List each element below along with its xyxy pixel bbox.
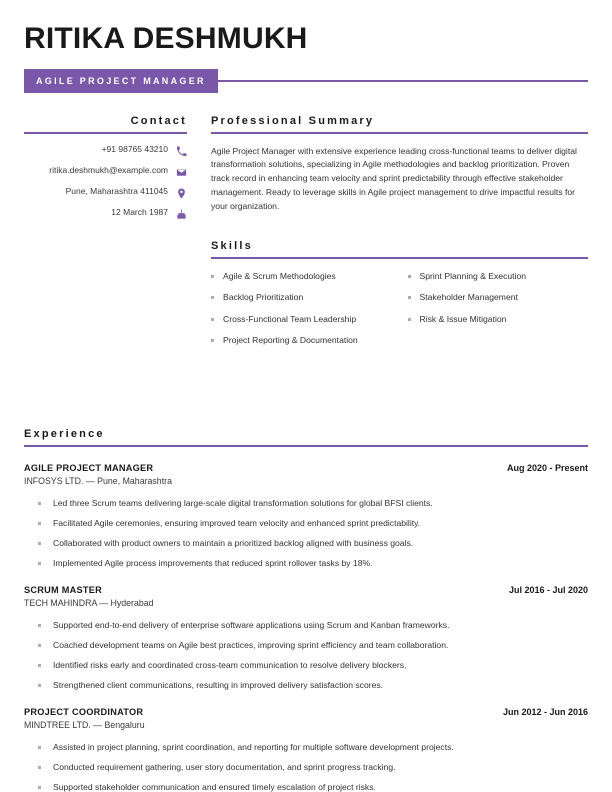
body-columns	[24, 115, 588, 355]
job-bullet-list	[24, 741, 588, 792]
job-header	[24, 463, 588, 473]
bullet-square-icon	[211, 296, 214, 299]
job-dates: Aug 2020 - Present	[506, 462, 588, 473]
skill-item	[211, 334, 392, 346]
bullet-square-icon	[38, 562, 41, 565]
skill-item	[408, 313, 589, 325]
contact-item-phone[interactable]	[24, 144, 187, 155]
job-bullet-text: Supported end-to-end delivery of enterprise software applications using Scrum and Kanban frameworks.	[53, 619, 450, 630]
summary-heading-rule	[211, 132, 588, 134]
bullet-square-icon	[38, 624, 41, 627]
bullet-square-icon	[38, 502, 41, 505]
job-title-row	[24, 69, 588, 93]
job-bullet	[24, 537, 588, 549]
experience-job	[24, 585, 588, 691]
experience-heading-rule	[24, 445, 588, 447]
job-bullet	[24, 761, 588, 773]
skill-label: Stakeholder Management	[419, 292, 518, 303]
bullet-square-icon	[211, 275, 214, 278]
contact-heading-rule	[24, 132, 187, 134]
summary-heading: Professional Summary	[211, 115, 375, 127]
job-bullet-text: Facilitated Agile ceremonies, ensuring improved team velocity and enhanced sprint predictability.	[53, 517, 421, 528]
skills-column-left	[211, 270, 392, 356]
contact-list	[24, 144, 187, 218]
skill-label: Project Reporting & Documentation	[223, 334, 358, 345]
birthday-cake-icon	[176, 207, 187, 218]
bullet-square-icon	[38, 766, 41, 769]
bullet-square-icon	[38, 786, 41, 789]
bullet-square-icon	[408, 275, 411, 278]
bullet-square-icon	[38, 684, 41, 687]
job-bullet-text: Supported stakeholder communication and ensured timely escalation of project risks.	[53, 781, 376, 792]
job-title: AGILE PROJECT MANAGER	[24, 462, 154, 473]
job-bullet-text: Implemented Agile process improvements that reduced sprint rollover tasks by 18%.	[53, 557, 373, 568]
job-title-badge: AGILE PROJECT MANAGER	[24, 69, 218, 93]
job-bullet	[24, 781, 588, 792]
contact-item-location[interactable]	[24, 186, 187, 197]
bullet-square-icon	[38, 746, 41, 749]
resume-page	[0, 22, 612, 792]
job-bullet-text: Collaborated with product owners to maintain a prioritized backlog aligned with business goals.	[53, 537, 414, 548]
contact-email-text: ritika.deshmukh@example.com	[49, 164, 168, 175]
skills-column-right	[408, 270, 589, 356]
candidate-name: RITIKA DESHMUKH	[24, 22, 308, 55]
phone-icon	[176, 144, 187, 155]
experience-heading: Experience	[24, 428, 105, 440]
job-company: INFOSYS LTD. — Pune, Maharashtra	[24, 475, 172, 486]
skill-item	[211, 313, 392, 325]
contact-location-text: Pune, Maharashtra 411045	[65, 185, 168, 196]
job-bullet	[24, 659, 588, 671]
skills-block	[211, 240, 588, 355]
bullet-square-icon	[38, 522, 41, 525]
skill-label: Backlog Prioritization	[223, 292, 304, 303]
job-bullet	[24, 679, 588, 691]
skills-heading-rule	[211, 257, 588, 259]
job-bullet-text: Strengthened client communications, resulting in improved delivery satisfaction scores.	[53, 679, 384, 690]
bullet-square-icon	[408, 318, 411, 321]
skills-grid	[211, 270, 588, 356]
experience-job	[24, 707, 588, 792]
job-bullet	[24, 741, 588, 753]
skill-item	[211, 291, 392, 303]
job-bullet	[24, 557, 588, 569]
summary-text: Agile Project Manager with extensive experience leading cross-functional teams to deliver digital transformation solutions, specializing in Agile methodologies and backlog prioritization. Proven track record in enhancing team velocity and sprint predictability through effective stakeholder management. Ready to leverage skills in Agile project management to drive impactful results for your organization.	[211, 145, 577, 212]
skills-heading: Skills	[211, 240, 253, 253]
job-bullet-text: Identified risks early and coordinated cross-team communication to resolve delivery blockers.	[53, 659, 407, 670]
job-bullet	[24, 497, 588, 509]
job-dates: Jul 2016 - Jul 2020	[508, 584, 588, 595]
envelope-icon	[176, 165, 187, 176]
skill-label: Cross-Functional Team Leadership	[223, 313, 357, 324]
bullet-square-icon	[211, 339, 214, 342]
bullet-square-icon	[408, 296, 411, 299]
job-bullet-text: Conducted requirement gathering, user story documentation, and sprint progress tracking.	[53, 761, 396, 772]
job-bullet-text: Coached development teams on Agile best practices, improving sprint efficiency and team collaboration.	[53, 639, 449, 650]
skill-item	[408, 270, 589, 282]
skill-label: Sprint Planning & Execution	[419, 270, 527, 281]
contact-item-birthday[interactable]	[24, 207, 187, 218]
job-bullet	[24, 639, 588, 651]
skill-label: Risk & Issue Mitigation	[419, 313, 507, 324]
job-bullet	[24, 517, 588, 529]
bullet-square-icon	[38, 664, 41, 667]
job-company: TECH MAHINDRA — Hyderabad	[24, 597, 154, 608]
experience-job-list	[24, 463, 588, 792]
skill-item	[211, 270, 392, 282]
location-pin-icon	[176, 186, 187, 197]
job-title: PROJECT COORDINATOR	[24, 706, 144, 717]
job-bullet-text: Assisted in project planning, sprint coordination, and reporting for multiple software development projects.	[53, 741, 454, 752]
job-dates: Jun 2012 - Jun 2016	[502, 706, 588, 717]
skill-item	[408, 291, 589, 303]
job-company: MINDTREE LTD. — Bengaluru	[24, 719, 145, 730]
bullet-square-icon	[211, 318, 214, 321]
job-bullet	[24, 619, 588, 631]
contact-item-email[interactable]	[24, 165, 187, 176]
contact-heading: Contact	[130, 115, 187, 127]
bullet-square-icon	[38, 644, 41, 647]
header-divider-rule	[218, 80, 588, 82]
job-header	[24, 585, 588, 595]
right-column	[187, 115, 588, 355]
contact-birthday-text: 12 March 1987	[111, 206, 168, 217]
skill-label: Agile & Scrum Methodologies	[223, 270, 336, 281]
job-bullet-list	[24, 497, 588, 569]
left-column	[24, 115, 187, 355]
contact-phone-text: +91 98765 43210	[101, 143, 168, 154]
experience-section	[24, 428, 588, 792]
bullet-square-icon	[38, 542, 41, 545]
job-header	[24, 707, 588, 717]
experience-job	[24, 463, 588, 569]
job-bullet-text: Led three Scrum teams delivering large-scale digital transformation solutions for global BFSI clients.	[53, 497, 433, 508]
job-bullet-list	[24, 619, 588, 691]
job-title: SCRUM MASTER	[24, 584, 103, 595]
